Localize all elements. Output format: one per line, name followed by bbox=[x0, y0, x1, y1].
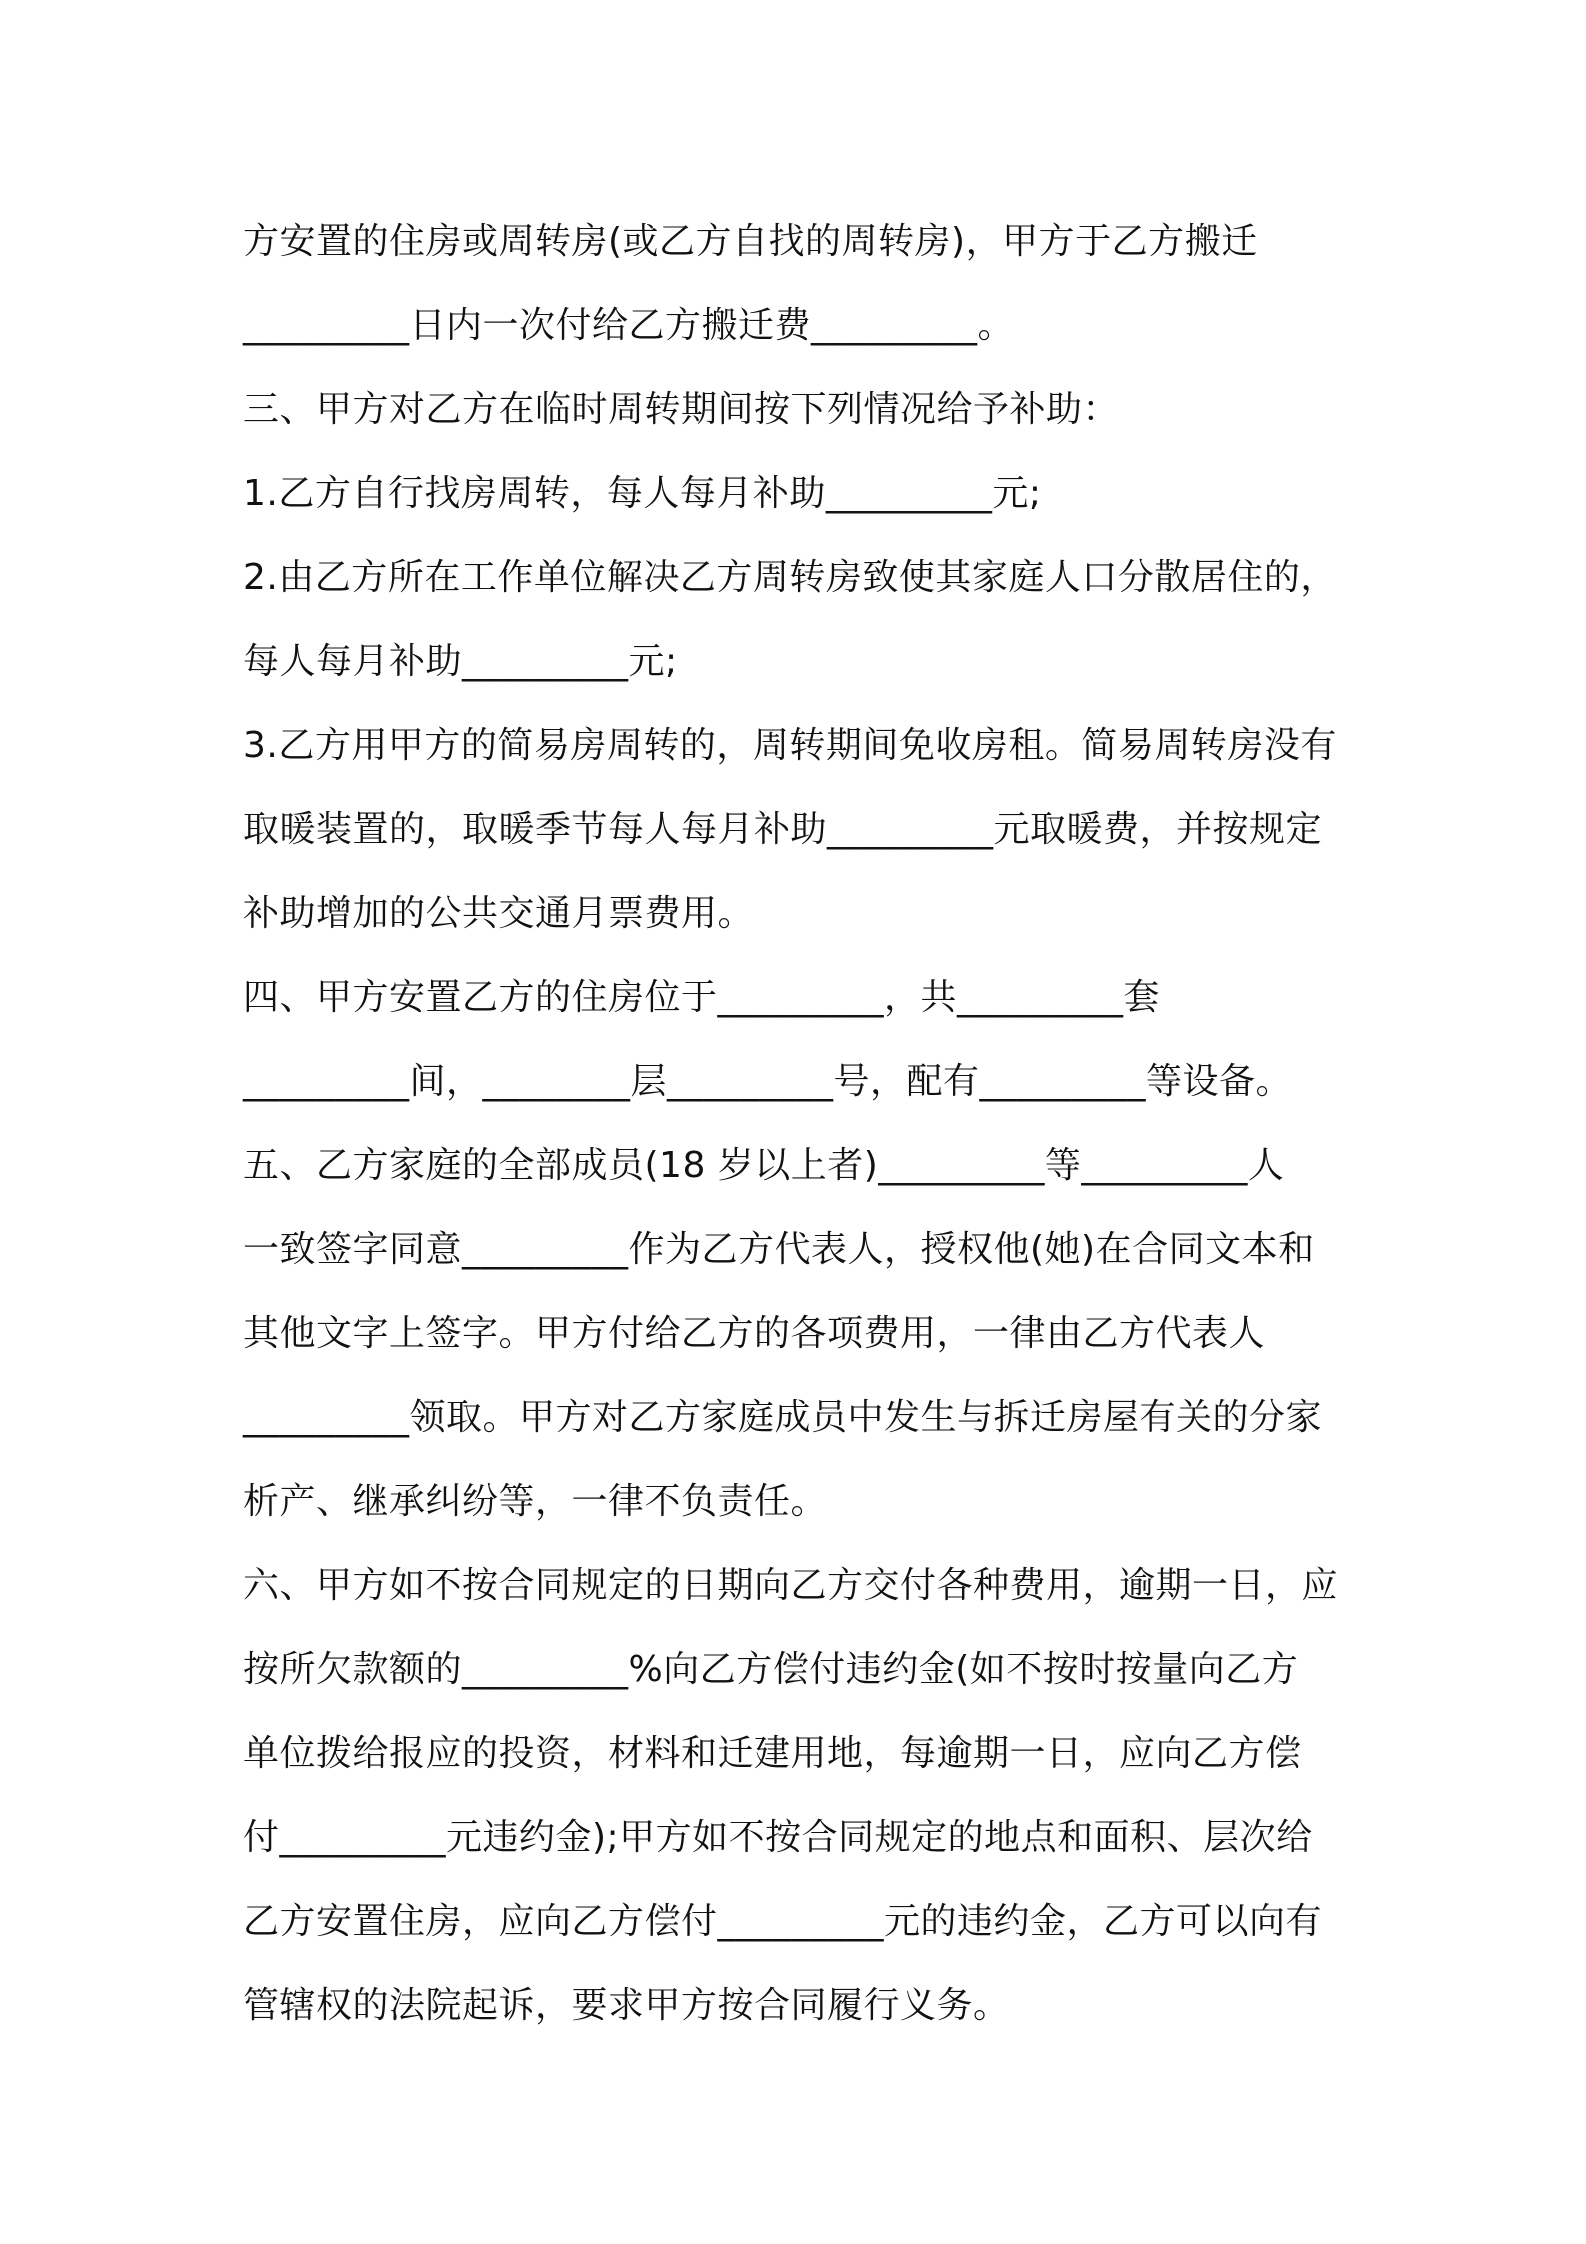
text-line: 2.由乙方所在工作单位解决乙方周转房致使其家庭人口分散居住的， bbox=[243, 557, 1337, 598]
text-line: _________日内一次付给乙方搬迁费_________。 bbox=[243, 305, 1015, 346]
text-line: 乙方安置住房，应向乙方偿付_________元的违约金，乙方可以向有 bbox=[243, 1901, 1323, 1942]
text-line: 方安置的住房或周转房(或乙方自找的周转房)，甲方于乙方搬迁 bbox=[243, 221, 1258, 262]
text-line: 其他文字上签字。甲方付给乙方的各项费用，一律由乙方代表人 bbox=[243, 1313, 1266, 1354]
text-line: 析产、继承纠纷等，一律不负责任。 bbox=[243, 1481, 828, 1522]
text-line: 单位拨给报应的投资，材料和迁建用地，每逾期一日，应向乙方偿 bbox=[243, 1733, 1302, 1774]
text-line: 五、乙方家庭的全部成员(18 岁以上者)_________等_________人 bbox=[243, 1145, 1285, 1186]
document-body bbox=[243, 200, 1363, 2048]
text-line: 六、甲方如不按合同规定的日期向乙方交付各种费用，逾期一日，应 bbox=[243, 1565, 1339, 1606]
text-line: 按所欠款额的_________%向乙方偿付违约金(如不按时按量向乙方 bbox=[243, 1649, 1299, 1690]
text-line: _________间，________层_________号，配有_________等设备。 bbox=[243, 1061, 1293, 1102]
text-line: 四、甲方安置乙方的住房位于_________，共_________套 bbox=[243, 977, 1161, 1018]
text-line: 取暖装置的，取暖季节每人每月补助_________元取暖费，并按规定 bbox=[243, 809, 1323, 850]
text-line: 管辖权的法院起诉，要求甲方按合同履行义务。 bbox=[243, 1985, 1010, 2026]
text-line: 每人每月补助_________元; bbox=[243, 641, 678, 682]
text-line: 1.乙方自行找房周转，每人每月补助_________元; bbox=[243, 473, 1042, 514]
text-line: 三、甲方对乙方在临时周转期间按下列情况给予补助： bbox=[243, 389, 1120, 430]
text-line: _________领取。甲方对乙方家庭成员中发生与拆迁房屋有关的分家 bbox=[243, 1397, 1323, 1438]
text-line: 3.乙方用甲方的简易房周转的，周转期间免收房租。简易周转房没有 bbox=[243, 725, 1337, 766]
text-line: 付_________元违约金);甲方如不按合同规定的地点和面积、层次给 bbox=[243, 1817, 1313, 1858]
text-line: 一致签字同意_________作为乙方代表人，授权他(她)在合同文本和 bbox=[243, 1229, 1315, 1270]
text-line: 补助增加的公共交通月票费用。 bbox=[243, 893, 755, 934]
